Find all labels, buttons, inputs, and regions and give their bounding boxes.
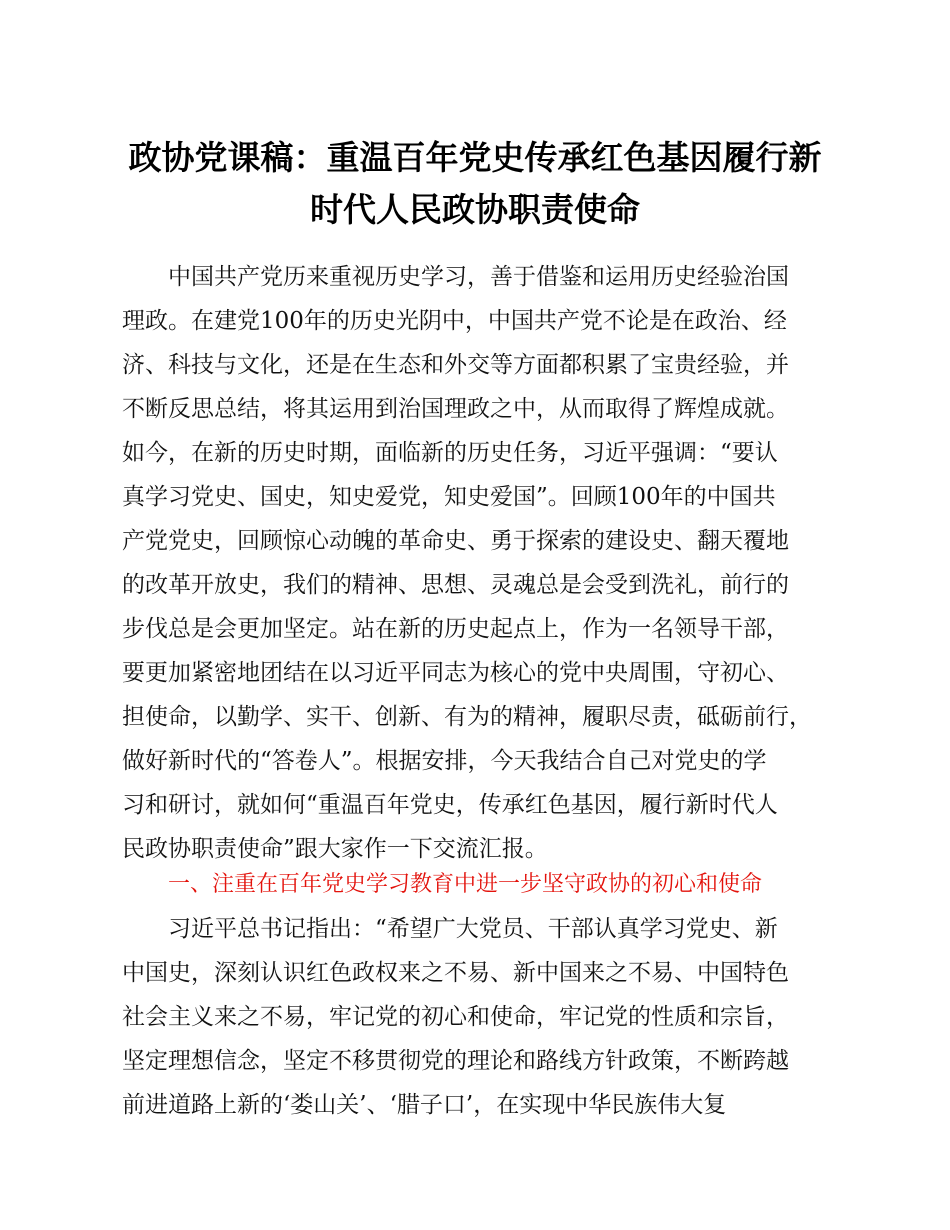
paragraph-line: 担使命，以勤学、实干、创新、有为的精神，履职尽责，砥砺前行， (122, 704, 812, 730)
paragraph-line: 社会主义来之不易，牢记党的初心和使命，牢记党的性质和宗旨， (122, 1004, 789, 1030)
paragraph-line: 要更加紧密地团结在以习近平同志为核心的党中央周围，守初心、 (122, 660, 789, 686)
paragraph-line: 步伐总是会更加坚定。站在新的历史起点上，作为一名领导干部， (122, 616, 789, 642)
paragraph-line: 产党党史，回顾惊心动魄的革命史、勇于探索的建设史、翻天覆地 (122, 528, 789, 554)
paragraph-line: 做好新时代的“答卷人”。根据安排，今天我结合自己对党史的学 (122, 748, 767, 774)
paragraph-line: 民政协职责使命”跟大家作一下交流汇报。 (122, 836, 548, 862)
paragraph-line: 济、科技与文化，还是在生态和外交等方面都积累了宝贵经验，并 (122, 352, 789, 378)
paragraph-line: 习和研讨，就如何“重温百年党史，传承红色基因，履行新时代人 (122, 792, 778, 818)
paragraph-line: 坚定理想信念，坚定不移贯彻党的理论和路线方针政策，不断跨越 (122, 1048, 789, 1074)
paragraph-line: 不断反思总结，将其运用到治国理政之中，从而取得了辉煌成就。 (122, 396, 789, 422)
paragraph-line: 中国共产党历来重视历史学习，善于借鉴和运用历史经验治国 (168, 264, 789, 290)
paragraph-line: 如今，在新的历史时期，面临新的历史任务，习近平强调：“要认 (122, 440, 778, 466)
paragraph-line: 真学习党史、国史，知史爱党，知史爱国”。回顾100年的中国共 (122, 484, 776, 510)
paragraph-line: 习近平总书记指出：“希望广大党员、干部认真学习党史、新 (168, 916, 778, 942)
paragraph-line: 理政。在建党100年的历史光阴中，中国共产党不论是在政治、经 (122, 308, 787, 334)
page-title (110, 132, 840, 236)
paragraph-line: 中国史，深刻认识红色政权来之不易、新中国来之不易、中国特色 (122, 960, 789, 986)
paragraph-line: 前进道路上新的‘娄山关’、‘腊子口’，在实现中华民族伟大复 (122, 1092, 727, 1118)
paragraph-line: 的改革开放史，我们的精神、思想、灵魂总是会受到洗礼，前行的 (122, 572, 789, 598)
title-line-2: 时代人民政协职责使命 (310, 190, 640, 229)
title-line-1: 政协党课稿：重温百年党史传承红色基因履行新 (128, 138, 822, 177)
section-heading-1: 一、注重在百年党史学习教育中进一步坚守政协的初心和使命 (168, 872, 763, 897)
